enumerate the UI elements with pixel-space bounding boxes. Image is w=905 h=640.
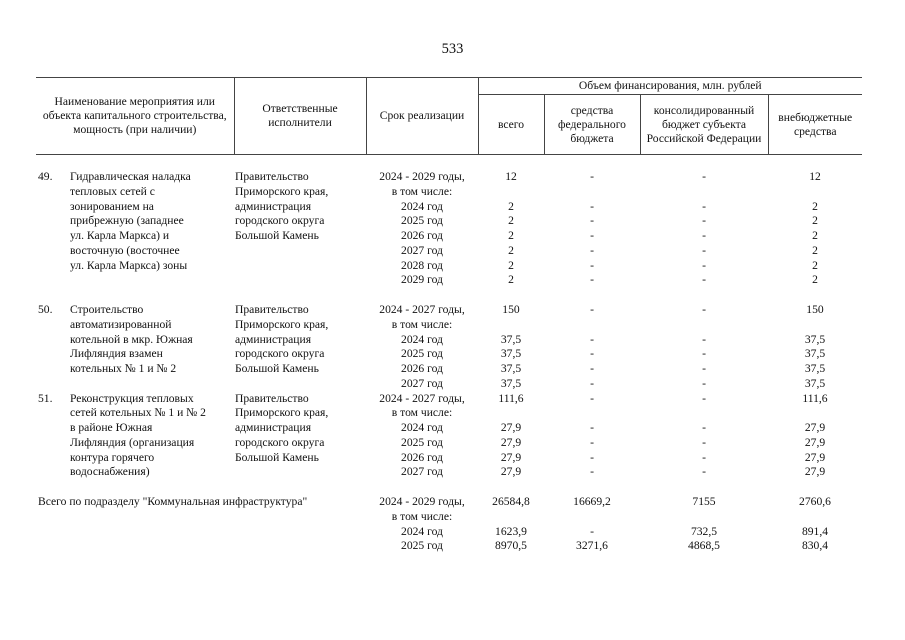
federal-cell: - (590, 258, 594, 272)
federal-cell: - (590, 347, 594, 361)
event-name-cell: котельных № 1 и № 2 (70, 362, 177, 375)
event-name-cell (70, 273, 234, 288)
spacer-row (36, 155, 862, 171)
row-number-cell (36, 214, 70, 229)
executor-cell (234, 377, 366, 392)
row-number-cell: 51. (38, 391, 53, 405)
total-cell: 8970,5 (495, 539, 527, 553)
header-total-column: всего (478, 95, 544, 155)
federal-cell: - (590, 332, 594, 346)
total-cell (478, 510, 544, 525)
total-cell: 2 (508, 273, 514, 287)
regional-cell: - (702, 332, 706, 346)
event-name-cell: Лифляндия взамен (70, 347, 163, 361)
event-name-cell: водоснабжения) (70, 465, 150, 479)
extrabudget-cell: 27,9 (804, 465, 826, 479)
table-row (36, 406, 862, 421)
row-number-cell (36, 451, 70, 466)
total-cell: 111,6 (498, 391, 524, 405)
regional-cell: - (702, 303, 706, 316)
regional-cell (640, 185, 768, 200)
event-name-cell: зонированием на (70, 199, 154, 213)
event-name-cell: тепловых сетей с (70, 184, 155, 198)
table-row (36, 510, 862, 525)
regional-cell: - (702, 347, 706, 361)
total-cell: 26584,8 (492, 495, 530, 508)
executor-cell: Приморского края, (235, 184, 329, 198)
federal-cell: - (590, 450, 594, 464)
period-cell: 2026 год (401, 450, 443, 464)
event-name-cell: ул. Карла Маркса) и (70, 229, 170, 242)
period-cell: 2029 год (401, 273, 443, 287)
table-row (36, 377, 862, 392)
executor-cell (234, 259, 366, 274)
extrabudget-cell: 2 (812, 199, 818, 213)
period-cell: 2027 год (401, 465, 443, 479)
extrabudget-cell: 2 (812, 229, 818, 242)
extrabudget-cell: 2 (812, 258, 818, 272)
table-row (36, 465, 862, 480)
regional-cell: - (702, 273, 706, 287)
federal-cell: - (590, 273, 594, 287)
regional-cell: - (702, 170, 706, 183)
header-federal-column: средства федерального бюджета (544, 95, 640, 155)
header-executors-column: Ответственные исполнители (234, 78, 366, 155)
executor-cell: Приморского края, (235, 406, 329, 420)
total-cell: 2 (508, 229, 514, 242)
row-number-cell (36, 273, 70, 288)
federal-cell: - (590, 524, 594, 538)
regional-cell: 732,5 (690, 524, 718, 538)
total-cell: 1623,9 (495, 524, 527, 538)
period-cell: 2025 год (401, 347, 443, 361)
row-number-cell (36, 436, 70, 451)
executor-cell (234, 465, 366, 480)
federal-cell: - (590, 199, 594, 213)
event-name-cell (70, 377, 234, 392)
period-cell: 2027 год (401, 243, 443, 257)
header-name-column: Наименование мероприятия или объекта капитального строительства, мощность (при наличии) (36, 78, 234, 155)
row-number-cell (36, 318, 70, 333)
extrabudget-cell: 891,4 (801, 524, 829, 538)
row-number-cell (36, 362, 70, 377)
federal-cell (544, 510, 640, 525)
total-cell: 27,9 (500, 435, 522, 449)
row-number-cell (36, 347, 70, 362)
gap-row (36, 480, 862, 495)
period-cell: 2024 - 2027 годы, (379, 391, 465, 405)
federal-cell (544, 185, 640, 200)
total-cell: 150 (502, 303, 520, 316)
executor-cell (234, 244, 366, 259)
header-period-column: Срок реализации (366, 78, 478, 155)
executor-cell: Правительство (235, 170, 309, 183)
federal-cell: - (590, 465, 594, 479)
extrabudget-cell (768, 318, 862, 333)
gap-row (36, 288, 862, 303)
event-name-cell: автоматизированной (70, 317, 172, 331)
header-regional-column: консолидированный бюджет субъекта Российской Федерации (640, 95, 768, 155)
federal-cell: - (590, 214, 594, 228)
table-row (36, 259, 862, 274)
extrabudget-cell: 2 (812, 214, 818, 228)
period-cell: 2028 год (401, 258, 443, 272)
extrabudget-cell: 111,6 (802, 391, 828, 405)
total-cell (478, 185, 544, 200)
regional-cell: - (702, 214, 706, 228)
row-number-cell (36, 244, 70, 259)
executor-cell: администрация (235, 332, 312, 346)
table-row (36, 333, 862, 348)
total-cell: 2 (508, 199, 514, 213)
table-row (36, 318, 862, 333)
event-name-cell: Реконструкция тепловых (70, 391, 194, 405)
event-name-cell: восточную (восточнее (70, 243, 180, 257)
regional-cell: - (702, 391, 706, 405)
total-cell: 2 (508, 243, 514, 257)
regional-cell: 4868,5 (688, 539, 720, 553)
table-row (36, 200, 862, 215)
subtotal-label-cell (36, 510, 366, 525)
extrabudget-cell (768, 185, 862, 200)
extrabudget-cell: 12 (809, 170, 821, 183)
row-number-cell (36, 406, 70, 421)
table-row (36, 229, 862, 244)
table-row (36, 495, 862, 510)
table-row (36, 421, 862, 436)
row-number-cell (36, 421, 70, 436)
row-number-cell (36, 377, 70, 392)
extrabudget-cell: 37,5 (804, 347, 826, 361)
event-name-cell: ул. Карла Маркса) зоны (70, 258, 188, 272)
regional-cell (640, 318, 768, 333)
executor-cell: городского округа (235, 214, 325, 228)
period-cell: 2024 - 2029 годы, (379, 495, 465, 508)
federal-cell: 16669,2 (573, 495, 611, 508)
period-cell: 2026 год (401, 362, 443, 375)
subtotal-label-cell: Всего по подразделу "Коммунальная инфраструктура" (38, 495, 308, 508)
row-number-cell (36, 465, 70, 480)
subtotal-label-cell (36, 539, 366, 554)
federal-cell (544, 318, 640, 333)
executor-cell: городского округа (235, 435, 325, 449)
regional-cell (640, 510, 768, 525)
total-cell (478, 318, 544, 333)
regional-cell: - (702, 243, 706, 257)
federal-cell: - (590, 303, 594, 316)
extrabudget-cell (768, 406, 862, 421)
total-cell: 27,9 (500, 421, 522, 434)
regional-cell: - (702, 376, 706, 390)
period-cell: 2025 год (401, 539, 443, 553)
row-number-cell (36, 229, 70, 244)
financing-table (36, 77, 862, 554)
period-cell: в том числе: (391, 406, 453, 420)
header-extrabudget-column: внебюджетные средства (768, 95, 862, 155)
subtotal-label-cell (36, 525, 366, 540)
period-cell: 2024 год (401, 199, 443, 213)
federal-cell: 3271,6 (576, 539, 608, 553)
period-cell: 2024 - 2027 годы, (379, 303, 465, 316)
period-cell: 2024 год (401, 421, 443, 434)
event-name-cell: сетей котельных № 1 и № 2 (70, 406, 206, 420)
total-cell: 37,5 (500, 362, 522, 375)
event-name-cell: Лифляндия (организация (70, 435, 195, 449)
row-number-cell (36, 333, 70, 348)
extrabudget-cell: 2 (812, 273, 818, 287)
period-cell: 2025 год (401, 435, 443, 449)
table-row (36, 214, 862, 229)
extrabudget-cell: 27,9 (804, 435, 826, 449)
federal-cell: - (590, 421, 594, 434)
table-row (36, 347, 862, 362)
executor-cell (234, 273, 366, 288)
extrabudget-cell: 2 (812, 243, 818, 257)
extrabudget-cell: 37,5 (804, 332, 826, 346)
table-row (36, 244, 862, 259)
period-cell: в том числе: (391, 509, 453, 523)
federal-cell: - (590, 243, 594, 257)
federal-cell: - (590, 362, 594, 375)
period-cell: 2026 год (401, 229, 443, 242)
period-cell: в том числе: (391, 184, 453, 198)
executor-cell: администрация (235, 421, 312, 434)
event-name-cell: прибрежную (западнее (70, 214, 184, 228)
regional-cell: - (702, 362, 706, 375)
extrabudget-cell: 830,4 (801, 539, 829, 553)
extrabudget-cell (768, 510, 862, 525)
regional-cell: - (702, 435, 706, 449)
event-name-cell: в районе Южная (70, 421, 153, 434)
total-cell: 2 (508, 258, 514, 272)
executor-cell: Большой Камень (235, 450, 319, 464)
table-row (36, 451, 862, 466)
extrabudget-cell: 27,9 (804, 421, 826, 434)
extrabudget-cell: 37,5 (804, 376, 826, 390)
table-row (36, 303, 862, 318)
total-cell: 37,5 (500, 332, 522, 346)
federal-cell: - (590, 435, 594, 449)
table-row (36, 525, 862, 540)
row-number-cell: 50. (38, 303, 53, 316)
executor-cell: Большой Камень (235, 362, 319, 375)
table-row (36, 273, 862, 288)
regional-cell: 7155 (692, 495, 716, 508)
row-number-cell (36, 259, 70, 274)
regional-cell: - (702, 421, 706, 434)
total-cell: 37,5 (500, 347, 522, 361)
period-cell: 2024 год (401, 524, 443, 538)
federal-cell: - (590, 391, 594, 405)
executor-cell: Правительство (235, 303, 309, 316)
period-cell: 2024 год (401, 332, 443, 346)
period-cell: 2027 год (401, 376, 443, 390)
regional-cell: - (702, 465, 706, 479)
table-row (36, 539, 862, 554)
header-financing-group: Объем финансирования, млн. рублей (478, 78, 862, 95)
total-cell: 2 (508, 214, 514, 228)
regional-cell: - (702, 199, 706, 213)
event-name-cell: котельной в мкр. Южная (70, 332, 193, 346)
table-body (36, 155, 862, 555)
federal-cell: - (590, 376, 594, 390)
period-cell: в том числе: (391, 317, 453, 331)
event-name-cell: Строительство (70, 303, 144, 316)
table-row (36, 392, 862, 407)
row-number-cell: 49. (38, 170, 53, 183)
extrabudget-cell: 37,5 (804, 362, 826, 375)
extrabudget-cell: 27,9 (804, 450, 826, 464)
executor-cell: Правительство (235, 391, 309, 405)
table-row (36, 185, 862, 200)
table-row (36, 362, 862, 377)
extrabudget-cell: 150 (806, 303, 824, 316)
executor-cell: городского округа (235, 347, 325, 361)
total-cell (478, 406, 544, 421)
regional-cell: - (702, 450, 706, 464)
total-cell: 27,9 (500, 465, 522, 479)
federal-cell (544, 406, 640, 421)
federal-cell: - (590, 229, 594, 242)
table-row (36, 436, 862, 451)
event-name-cell: контура горячего (70, 450, 155, 464)
total-cell: 12 (505, 170, 517, 183)
total-cell: 37,5 (500, 376, 522, 390)
executor-cell: администрация (235, 199, 312, 213)
row-number-cell (36, 185, 70, 200)
table-row (36, 170, 862, 185)
regional-cell (640, 406, 768, 421)
extrabudget-cell: 2760,6 (799, 495, 831, 508)
page-number: 533 (441, 41, 464, 57)
period-cell: 2025 год (401, 214, 443, 228)
regional-cell: - (702, 258, 706, 272)
executor-cell: Приморского края, (235, 317, 329, 331)
period-cell: 2024 - 2029 годы, (379, 170, 465, 183)
total-cell: 27,9 (500, 450, 522, 464)
row-number-cell (36, 200, 70, 215)
federal-cell: - (590, 170, 594, 183)
regional-cell: - (702, 229, 706, 242)
executor-cell: Большой Камень (235, 229, 319, 242)
event-name-cell: Гидравлическая наладка (70, 170, 191, 183)
